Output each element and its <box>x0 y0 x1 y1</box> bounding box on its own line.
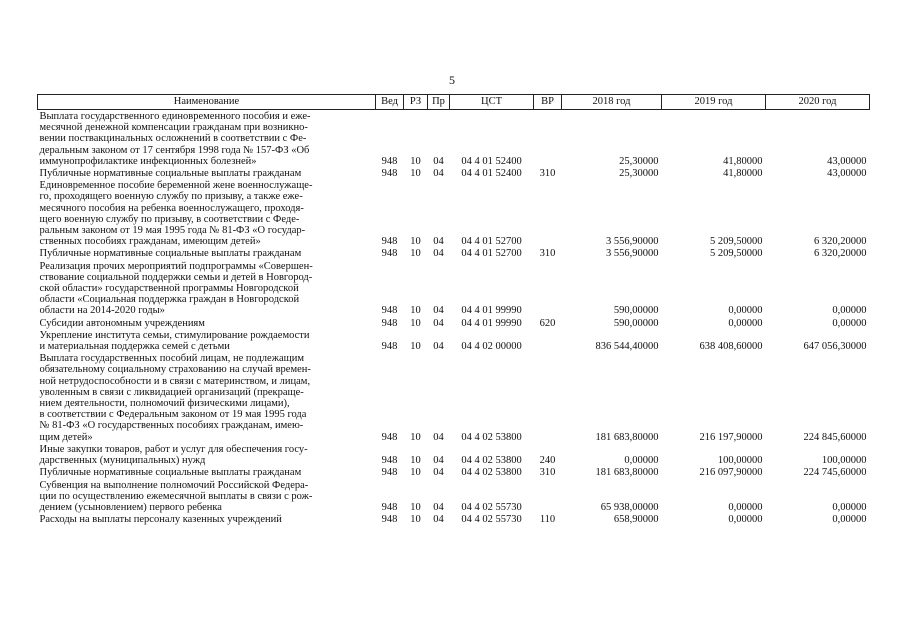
cell-ved: 948 <box>381 248 398 260</box>
cell-2018: 590,00000 <box>613 317 659 329</box>
cell-name: Субсидии автономным учреждениям <box>39 317 205 329</box>
cell-vr <box>534 479 562 514</box>
cell-vr: 110 <box>539 514 556 526</box>
cell-pr: 04 <box>433 317 444 329</box>
cell-ved: 948 <box>381 236 398 248</box>
cell-vr: 310 <box>539 168 556 180</box>
cell-2020: 0,00000 <box>832 305 867 317</box>
cell-2018: 65 938,00000 <box>600 501 659 513</box>
cell-2019: 216 197,90000 <box>699 431 763 443</box>
cell-ved: 948 <box>381 155 398 167</box>
cell-cst: 04 4 01 52400 <box>461 168 522 180</box>
cell-ved: 948 <box>381 168 398 180</box>
cell-ved: 948 <box>381 317 398 329</box>
cell-ved: 948 <box>381 455 398 467</box>
table-row <box>38 247 870 259</box>
cell-name: Укрепление института семьи, стимулирование рождаемости и материальная поддержка семей с детьми <box>39 329 310 353</box>
table-row <box>38 317 870 329</box>
cell-cst: 04 4 02 55730 <box>461 514 522 526</box>
cell-rz: 10 <box>410 341 421 353</box>
cell-rz: 10 <box>410 305 421 317</box>
cell-2020: 6 320,20000 <box>814 236 867 248</box>
cell-name: Расходы на выплаты персоналу казенных учреждений <box>39 514 282 526</box>
cell-name: Единовременное пособие беременной жене военнослужаще- го, проходящего военную службу по призыву, а также еже- месячного пособия на ребенка военнослужащего, проходя- щего военную службу по призыву, в соответствии с Феде- ральным законом от 19 мая 1995 года № 81-ФЗ «О государ- ственных пособиях гражданам, имеющим детей» <box>39 180 313 248</box>
cell-vr <box>534 352 562 443</box>
cell-ved: 948 <box>381 341 398 353</box>
cell-pr: 04 <box>433 341 444 353</box>
cell-2019: 0,00000 <box>728 317 763 329</box>
cell-2020: 0,00000 <box>832 317 867 329</box>
header-ved: Вед <box>376 95 404 110</box>
header-name: Наименование <box>38 95 376 110</box>
table-row <box>38 110 870 168</box>
cell-vr: 310 <box>539 467 556 479</box>
cell-2018: 25,30000 <box>619 168 659 180</box>
header-rz: РЗ <box>404 95 428 110</box>
cell-cst: 04 4 01 99990 <box>461 305 522 317</box>
cell-cst: 04 4 02 53800 <box>461 467 522 479</box>
cell-2019: 0,00000 <box>728 514 763 526</box>
cell-2019: 0,00000 <box>728 501 763 513</box>
cell-rz: 10 <box>410 317 421 329</box>
cell-vr: 310 <box>539 248 556 260</box>
cell-2019: 0,00000 <box>728 305 763 317</box>
cell-rz: 10 <box>410 155 421 167</box>
table-row <box>38 167 870 179</box>
cell-2019: 5 209,50000 <box>710 248 763 260</box>
cell-2019: 5 209,50000 <box>710 236 763 248</box>
cell-pr: 04 <box>433 168 444 180</box>
cell-pr: 04 <box>433 305 444 317</box>
cell-2018: 3 556,90000 <box>606 236 659 248</box>
cell-2019: 216 097,90000 <box>699 467 763 479</box>
cell-cst: 04 4 02 00000 <box>461 341 522 353</box>
cell-pr: 04 <box>433 514 444 526</box>
cell-2018: 590,00000 <box>613 305 659 317</box>
cell-vr: 240 <box>539 455 556 467</box>
cell-2018: 181 683,80000 <box>595 431 659 443</box>
cell-name: Публичные нормативные социальные выплаты гражданам <box>39 168 302 180</box>
header-2018: 2018 год <box>562 95 662 110</box>
cell-rz: 10 <box>410 168 421 180</box>
cell-2018: 0,00000 <box>624 455 659 467</box>
budget-table <box>37 94 870 525</box>
cell-name: Иные закупки товаров, работ и услуг для обеспечения госу- дарственных (муниципальных) нужд <box>39 443 308 467</box>
table-row <box>38 479 870 514</box>
cell-ved: 948 <box>381 501 398 513</box>
table-row <box>38 329 870 352</box>
cell-ved: 948 <box>381 305 398 317</box>
cell-vr <box>534 260 562 317</box>
table-row <box>38 513 870 525</box>
cell-pr: 04 <box>433 431 444 443</box>
cell-name: Выплата государственного единовременного пособия и еже- месячной денежной компенсации гражданам при возникно- вении поствакцинальных осложнений в соответствии с Фе- деральным законом от 17 сентября 1998 года № 157-ФЗ «Об иммунопрофилактике инфекционных болезней» <box>39 111 311 167</box>
cell-rz: 10 <box>410 236 421 248</box>
cell-2020: 224 845,60000 <box>803 431 867 443</box>
cell-rz: 10 <box>410 455 421 467</box>
table-row <box>38 260 870 317</box>
cell-rz: 10 <box>410 467 421 479</box>
cell-2019: 100,00000 <box>717 455 763 467</box>
cell-2020: 100,00000 <box>821 455 867 467</box>
cell-pr: 04 <box>433 236 444 248</box>
cell-ved: 948 <box>381 431 398 443</box>
cell-2018: 658,90000 <box>613 514 659 526</box>
cell-2020: 6 320,20000 <box>814 248 867 260</box>
table-row <box>38 179 870 247</box>
cell-pr: 04 <box>433 155 444 167</box>
header-pr: Пр <box>428 95 450 110</box>
cell-ved: 948 <box>381 514 398 526</box>
cell-2018: 836 544,40000 <box>595 341 659 353</box>
cell-2019: 41,80000 <box>723 168 763 180</box>
cell-cst: 04 4 01 52400 <box>461 155 522 167</box>
cell-cst: 04 4 02 53800 <box>461 455 522 467</box>
cell-2020: 0,00000 <box>832 501 867 513</box>
table-row <box>38 466 870 478</box>
table-row <box>38 352 870 443</box>
page-number: 5 <box>449 73 455 87</box>
cell-vr <box>534 179 562 247</box>
cell-vr: 620 <box>539 317 556 329</box>
cell-rz: 10 <box>410 431 421 443</box>
cell-name: Реализация прочих мероприятий подпрограммы «Совершен- ствование социальной поддержки семьи и детей в Новгород- ской области» государственной программы Новгородской области «Социальная поддержка граждан в Новгородской области на 2014-2020 годы» <box>39 260 313 317</box>
header-vr: ВР <box>534 95 562 110</box>
cell-pr: 04 <box>433 455 444 467</box>
cell-vr <box>534 329 562 352</box>
header-2020: 2020 год <box>766 95 870 110</box>
cell-2020: 647 056,30000 <box>803 341 867 353</box>
cell-2020: 43,00000 <box>827 168 867 180</box>
cell-2019: 41,80000 <box>723 155 763 167</box>
cell-cst: 04 4 01 99990 <box>461 317 522 329</box>
header-cst: ЦСТ <box>450 95 534 110</box>
cell-2020: 224 745,60000 <box>803 467 867 479</box>
cell-rz: 10 <box>410 501 421 513</box>
cell-name: Публичные нормативные социальные выплаты гражданам <box>39 467 302 479</box>
cell-cst: 04 4 01 52700 <box>461 236 522 248</box>
cell-pr: 04 <box>433 467 444 479</box>
cell-pr: 04 <box>433 248 444 260</box>
table-row <box>38 443 870 466</box>
cell-name: Публичные нормативные социальные выплаты гражданам <box>39 248 302 260</box>
header-2019: 2019 год <box>662 95 766 110</box>
cell-vr <box>534 110 562 168</box>
table-body <box>38 110 870 526</box>
cell-2019: 638 408,60000 <box>699 341 763 353</box>
cell-2018: 181 683,80000 <box>595 467 659 479</box>
cell-rz: 10 <box>410 514 421 526</box>
cell-ved: 948 <box>381 467 398 479</box>
cell-pr: 04 <box>433 501 444 513</box>
cell-cst: 04 4 02 55730 <box>461 501 522 513</box>
cell-2020: 0,00000 <box>832 514 867 526</box>
cell-cst: 04 4 02 53800 <box>461 431 522 443</box>
cell-name: Субвенция на выполнение полномочий Российской Федера- ции по осуществлению ежемесячной выплаты в связи с рож- дением (усыновлением) первого ребенка <box>39 479 313 513</box>
cell-rz: 10 <box>410 248 421 260</box>
cell-2018: 25,30000 <box>619 155 659 167</box>
cell-2020: 43,00000 <box>827 155 867 167</box>
table-header-row <box>38 95 870 110</box>
cell-name: Выплата государственных пособий лицам, не подлежащим обязательному социальному страхованию на случай времен- ной нетрудоспособности и в связи с материнством, и лицам, уволенным в связи с ликвидацией организаций (прекраще- нием деятельности, полномочий физическими лицами), в соответствии с Федеральным законом от 19 мая 1995 года № 81-ФЗ «О государственных пособиях гражданам, имею- щим детей» <box>39 353 311 443</box>
cell-cst: 04 4 01 52700 <box>461 248 522 260</box>
cell-2018: 3 556,90000 <box>606 248 659 260</box>
